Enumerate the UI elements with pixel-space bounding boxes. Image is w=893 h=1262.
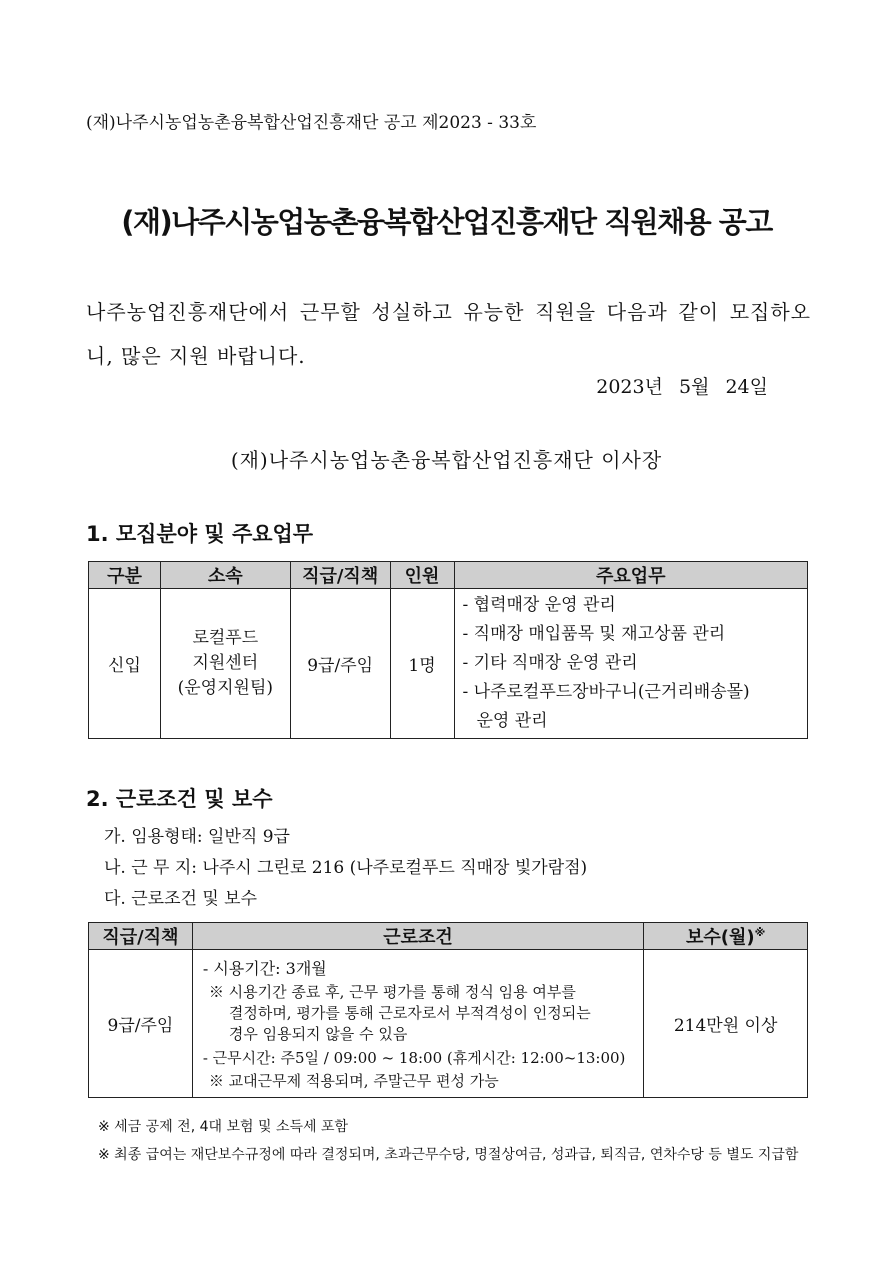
condition-line: - 시용기간: 3개월 (202, 958, 327, 978)
dept-line: 로컬푸드 (192, 628, 259, 648)
footnote-mark: ※ (754, 926, 766, 939)
cell-grade: 9급/주임 (290, 589, 390, 739)
cell-grade: 9급/주임 (89, 950, 193, 1098)
dept-line: 지원센터 (192, 653, 259, 673)
condition-items (104, 822, 587, 915)
footnote: ※ 세금 공제 전, 4대 보험 및 소득세 포함 (98, 1119, 349, 1135)
duty-item: - 직매장 매입품목 및 재고상품 관리 (462, 624, 726, 644)
dept-line: (운영지원팀) (177, 678, 273, 698)
header-type: 구분 (89, 562, 161, 589)
list-item: 다. 근로조건 및 보수 (104, 889, 257, 909)
condition-line: 결정하며, 평가를 통해 근로자로서 부적격성이 인정되는 (228, 1003, 591, 1022)
page-title: (재)나주시농업농촌융복합산업진흥재단 직원채용 공고 (121, 205, 772, 239)
notice-date: 2023년 5월 24일 (596, 376, 768, 398)
duty-item: - 협력매장 운영 관리 (462, 595, 616, 615)
issuer: (재)나주시농업농촌융복합산업진흥재단 이사장 (230, 448, 663, 472)
header-pay-label: 보수(월) (685, 927, 755, 948)
cell-pay: 214만원 이상 (644, 950, 808, 1098)
duty-item: - 기타 직매장 운영 관리 (462, 653, 638, 673)
section2-heading: 2. 근로조건 및 보수 (86, 787, 273, 811)
condition-line: - 근무시간: 주5일 / 09:00 ~ 18:00 (휴게시간: 12:00~13:00) (202, 1048, 626, 1067)
cell-type: 신입 (89, 589, 161, 739)
table-header-row (89, 562, 808, 589)
header-pay (644, 923, 808, 950)
table-row (89, 950, 808, 1098)
cell-duties (454, 589, 808, 739)
cell-dept (160, 589, 290, 739)
duty-item: - 나주로컬푸드장바구니(근거리배송몰) (462, 682, 750, 702)
notice-number: (재)나주시농업농촌융복합산업진흥재단 공고 제2023 - 33호 (86, 113, 537, 133)
table-row (89, 589, 808, 739)
header-duties: 주요업무 (454, 562, 808, 589)
conditions-table (88, 922, 808, 1098)
condition-line: ※ 시용기간 종료 후, 근무 평가를 통해 정식 임용 여부를 (208, 982, 576, 1001)
header-grade: 직급/직책 (290, 562, 390, 589)
cell-count: 1명 (390, 589, 454, 739)
footnote: ※ 최종 급여는 재단보수규정에 따라 결정되며, 초과근무수당, 명절상여금, 성과급, 퇴직금, 연차수당 등 별도 지급함 (98, 1147, 799, 1163)
duty-item: 운영 관리 (476, 711, 548, 731)
condition-line: ※ 교대근무제 적용되며, 주말근무 편성 가능 (208, 1071, 499, 1090)
header-count: 인원 (390, 562, 454, 589)
header-conditions: 근로조건 (192, 923, 643, 950)
header-grade: 직급/직책 (89, 923, 193, 950)
cell-conditions (192, 950, 643, 1098)
table-header-row (89, 923, 808, 950)
intro-text: 나주농업진흥재단에서 근무할 성실하고 유능한 직원을 다음과 같이 모집하오니, 많은 지원 바랍니다. (86, 300, 811, 368)
footnotes (98, 1113, 798, 1169)
list-item: 가. 임용형태: 일반직 9급 (104, 827, 290, 847)
recruitment-table (88, 561, 808, 739)
section1-heading: 1. 모집분야 및 주요업무 (86, 522, 314, 546)
header-dept: 소속 (160, 562, 290, 589)
list-item: 나. 근 무 지: 나주시 그린로 216 (나주로컬푸드 직매장 빛가람점) (104, 858, 588, 878)
condition-line: 경우 임용되지 않을 수 있음 (228, 1024, 408, 1043)
